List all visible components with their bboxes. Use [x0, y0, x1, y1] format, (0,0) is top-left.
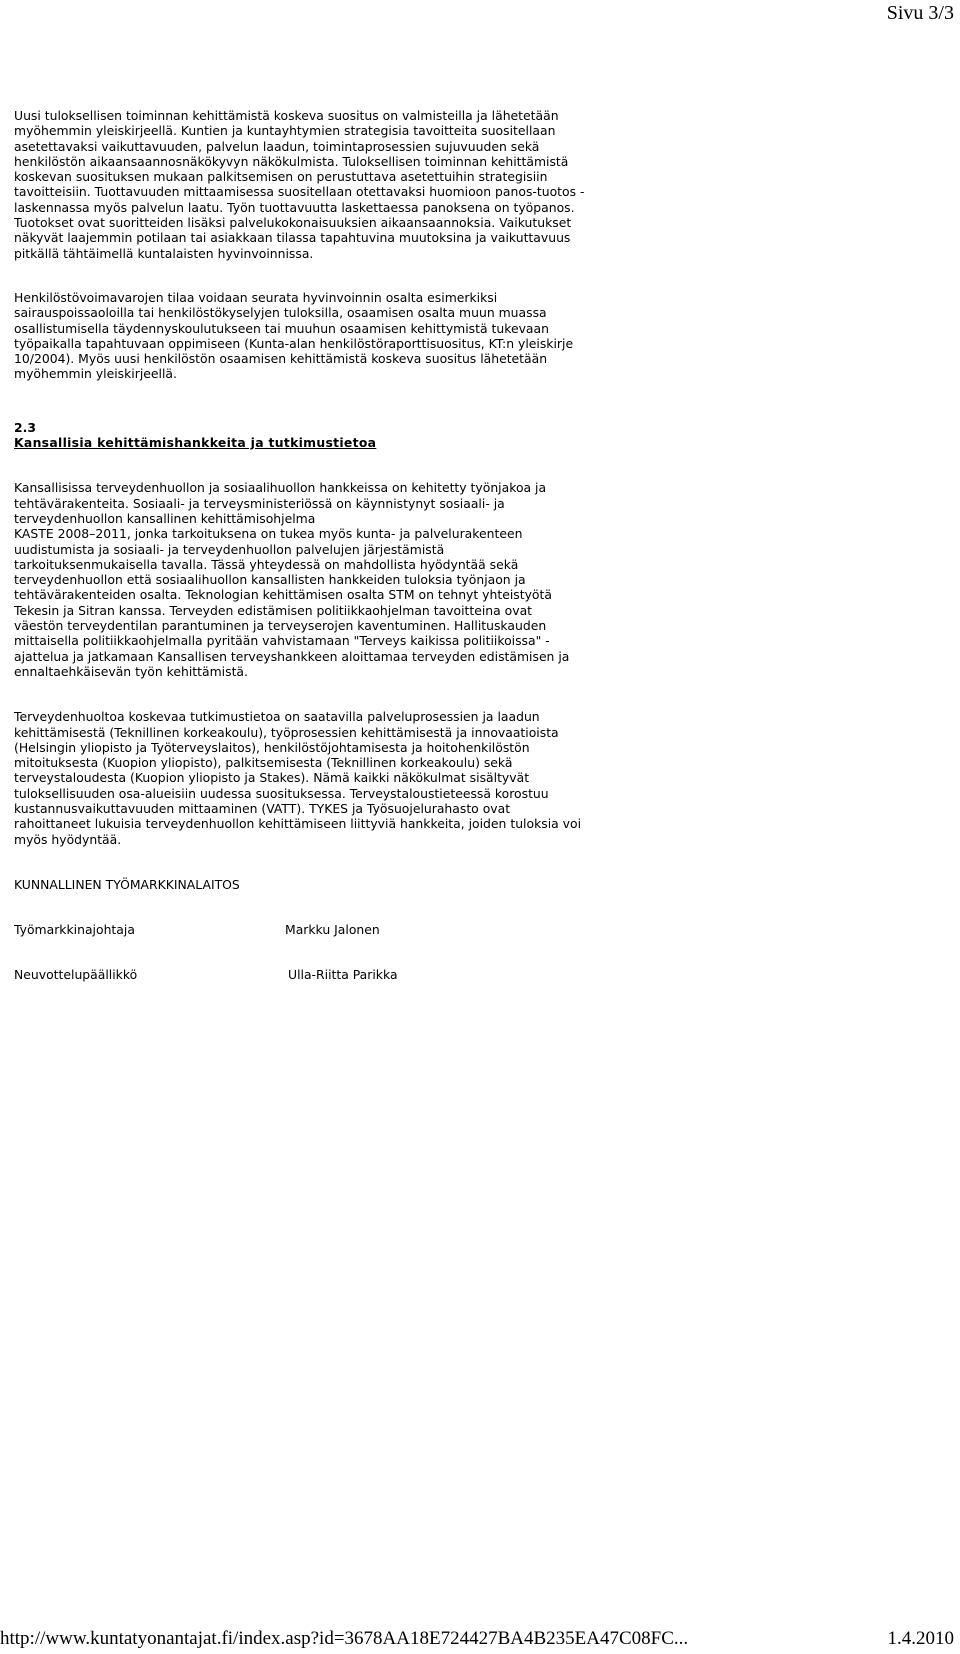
- paragraph-national-projects: Kansallisissa terveydenhuollon ja sosiaalihuollon hankkeissa on kehitetty työnjakoa ja tehtävärakenteita. Sosiaali- ja terveysministeriössä on käynnistynyt sosiaali- ja terveydenhuollon kansallinen kehittämisohjelma KASTE 2008–2011, jonka tarkoituksena on tukea myös kunta- ja palvelurakenteen uudistumista ja sosiaali- ja terveydenhuollon palvelujen järjestämistä tarkoituksenmukaisella tavalla. Tässä yhteydessä on mahdollista hyödyntää sekä terveydenhuollon että sosiaalihuollon kansallisten hankkeiden tuloksia työnjaon ja tehtävärakenteiden osalta. Teknologian kehittämisen osalta STM on tehnyt yhteistyötä Tekesin ja Sitran kanssa. Terveyden edistämisen politiikkaohjelman tavoitteina ovat väestön terveydentilan parantuminen ja terveyserojen kaventuminen. Hallituskauden mittaisella politiikkaohjelmalla pyritään vahvistamaan "Terveys kaikissa politiikoissa" - ajattelua ja jatkamaan Kansallisen terveyshankkeen aloittamaa terveyden edistämisen ja ennaltaehkäisevän työn kehittämistä.: [14, 480, 570, 679]
- signer-name-2: Ulla-Riitta Parikka: [288, 967, 398, 983]
- document-body: [14, 108, 949, 982]
- footer-url: http://www.kuntatyonantajat.fi/index.asp?id=3678AA18E724427BA4B235EA47C08FC...: [0, 1628, 689, 1649]
- organization-name: KUNNALLINEN TYÖMARKKINALAITOS: [14, 876, 240, 892]
- signature-row-2: [14, 967, 949, 982]
- signer-title-2: Neuvottelupäällikkö: [14, 967, 138, 983]
- page-footer: [0, 1628, 960, 1654]
- paragraph-productivity-recommendation: Uusi tuloksellisen toiminnan kehittämistä koskeva suositus on valmisteilla ja lähetetään myöhemmin yleiskirjeellä. Kuntien ja kuntayhtymien strategisia tavoitteita suositellaan asetettavaksi vaikuttavuuden, palvelun laadun, toimintaprosessien sujuvuuden sekä henkilöstön aikaansaannosnäkökyvyn näkökulmista. Tuloksellisen toiminnan kehittämistä koskevan suosituksen mukaan palkitsemisen on perustuttava asetettuihin strategisiin tavoitteisiin. Tuottavuuden mittaamisessa suositellaan otettavaksi huomioon panos-tuotos - laskennassa myös palvelun laatu. Työn tuottavuutta laskettaessa panoksena on työpanos. Tuotokset ovat suoritteiden lisäksi palvelukokonaisuuksien aikaansaannoksia. Vaikutukset näkyvät laajemmin potilaan tai asiakkaan tilassa tapahtuvina muutoksina ja vaikuttavuus pitkällä tähtäimellä kuntalaisten hyvinvoinnissa.: [14, 108, 585, 261]
- signer-name-1: Markku Jalonen: [285, 922, 380, 938]
- signer-title-1: Työmarkkinajohtaja: [14, 922, 135, 938]
- section-number: 2.3: [14, 419, 36, 435]
- paragraph-personnel-resources: Henkilöstövoimavarojen tilaa voidaan seurata hyvinvoinnin osalta esimerkiksi sairauspoissaoloilla tai henkilöstökyselyjen tuloksilla, osaamisen osalta muun muassa osallistumisella täydennyskoulutukseen tai muuhun osaamisen kehittymistä tukevaan työpaikalla tapahtuvaan oppimiseen (Kunta-alan henkilöstöraporttisuositus, KT:n yleiskirje 10/2004). Myös uusi henkilöstön osaamisen kehittämistä koskeva suositus lähetetään myöhemmin yleiskirjeellä.: [14, 289, 574, 382]
- footer-date: 1.4.2010: [887, 1628, 954, 1649]
- section-title: Kansallisia kehittämishankkeita ja tutkimustietoa: [14, 435, 377, 451]
- page-number: Sivu 3/3: [886, 2, 954, 24]
- signature-row-1: [14, 922, 949, 937]
- paragraph-research-information: Terveydenhuoltoa koskevaa tutkimustietoa on saatavilla palveluprosessien ja laadun kehittämisestä (Teknillinen korkeakoulu), työprosessien kehittämisestä ja innovaatioista (Helsingin yliopisto ja Työterveyslaitos), henkilöstöjohtamisesta ja hoitohenkilöstön mitoituksesta (Kuopion yliopisto), palkitsemisesta (Teknillinen korkeakoulu) sekä terveystaloudesta (Kuopion yliopisto ja Stakes). Nämä kaikki näkökulmat sisältyvät tuloksellisuuden osa-alueisiin uudessa suosituksessa. Terveystaloustieteessä korostuu kustannusvaikuttavuuden mittaaminen (VATT). TYKES ja Työsuojelurahasto ovat rahoittaneet lukuisia terveydenhuollon kehittämiseen liittyviä hankkeita, joiden tuloksia voi myös hyödyntää.: [14, 709, 582, 847]
